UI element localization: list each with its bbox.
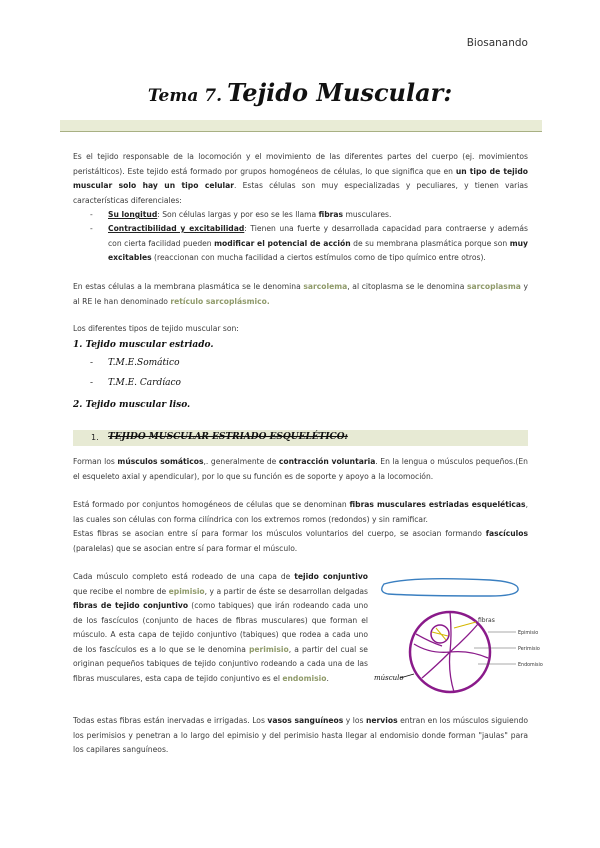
title-underline-bar [60, 120, 542, 132]
title-name: Tejido Muscular: [227, 78, 453, 107]
type-1a-dash: - [90, 358, 94, 368]
innervation-paragraph: Todas estas fibras están inervadas e irrigadas. Los vasos sanguíneos y los nervios entran en los músculos siguiendo los perimisios y penetran a lo largo del epimisio y del perimisio hasta llegar al endomisio donde forman "jaulas" para los capilares sanguíneos. [73, 716, 528, 754]
somatic-paragraph: Forman los músculos somáticos,. generalmente de contracción voluntaria. En la lengua o músculos pequeños.(En el esqueleto axial y apendicular), por lo que su función es de soporte y apoyo a la locomoción. [73, 457, 528, 481]
label-epimisio: Epimisio [518, 631, 539, 636]
section-number: 1. [91, 433, 99, 442]
label-fibras: fibras [478, 617, 495, 624]
bullet-contractibilidad: - Contractibilidad y excitabilidad: Tienen una fuerte y desarrollada capacidad para contraerse y además con cierta facilidad pueden modificar el potencial de acción de su membrana plasmática porque son muy excitables (reaccionan con mucha facilidad a ciertos estímulos como de tipo químico entre otros). [90, 224, 529, 262]
muscle-fiber-outline [382, 579, 518, 596]
fibers-paragraph: Está formado por conjuntos homogéneos de células que se denominan fibras musculares estriadas esqueléticas, las cuales son células con forma cilíndrica con los extremos romos (redondos) y sin ramificar. Estas fibras se asocian entre sí para formar los músculos voluntarios del cuerpo, se asocian formando fascículos (paralelas) que se asocian entre sí para formar el músculo. [73, 500, 529, 553]
section-title: TEJIDO MUSCULAR ESTRIADO ESQUELÉTICO: [108, 432, 348, 442]
brand-name: Biosanando [466, 37, 528, 49]
title-number: Tema 7. [147, 86, 222, 106]
muscle-diagram [370, 574, 543, 704]
label-perimisio: Perimisio [518, 647, 540, 652]
type-1-heading: 1. Tejido muscular estriado. [73, 340, 214, 350]
membrane-paragraph: En estas células a la membrana plasmática se le denomina sarcolema, al citoplasma se le denomina sarcoplasma y al RE le han denominado retículo sarcoplásmico. [73, 282, 528, 306]
type-1a-label: T.M.E.Somático [108, 358, 180, 368]
label-musculo: músculo [374, 674, 404, 682]
endomisio-strokes [432, 628, 448, 640]
bullet-longitud: - Su longitud: Son células largas y por eso se les llama fibras musculares. [90, 210, 392, 219]
type-1b-dash: - [90, 378, 94, 388]
intro-paragraph: Es el tejido responsable de la locomoción y el movimiento de las diferentes partes del cuerpo (ej. movimientos peristálticos). Este tejido está formado por grupos homogéneos de células, lo que significa que en un tipo de tejido muscular solo hay un tipo celular. Estas células son muy especializadas y peculiares, y tienen varias características diferenciales: [73, 152, 528, 205]
epimisio-paragraph: Cada músculo completo está rodeado de una capa de tejido conjuntivo que recibe el nombre de epimisio, y a partir de éste se desarrollan delgadas fibras de tejido conjuntivo (como tabiques) que irán rodeando cada uno de los fascículos (conjunto de haces de fibras musculares) que forman el músculo. A esta capa de tejido conjuntivo (tabiques) que rodea a cada uno de los fascículos es a lo que se le denomina perimisio, a partir del cual se originan pequeños tabiques de tejido conjuntivo rodeando a cada una de las fibras musculares, esta capa de tejido conjuntivo es el endomisio. [73, 572, 368, 683]
types-intro: Los diferentes tipos de tejido muscular son: [73, 324, 239, 333]
type-1b-label: T.M.E. Cardíaco [108, 378, 181, 388]
fibras-pointer [454, 622, 476, 628]
label-endomisio: Endomisio [518, 663, 543, 668]
type-2-heading: 2. Tejido muscular liso. [73, 400, 191, 410]
page-title [0, 78, 600, 107]
